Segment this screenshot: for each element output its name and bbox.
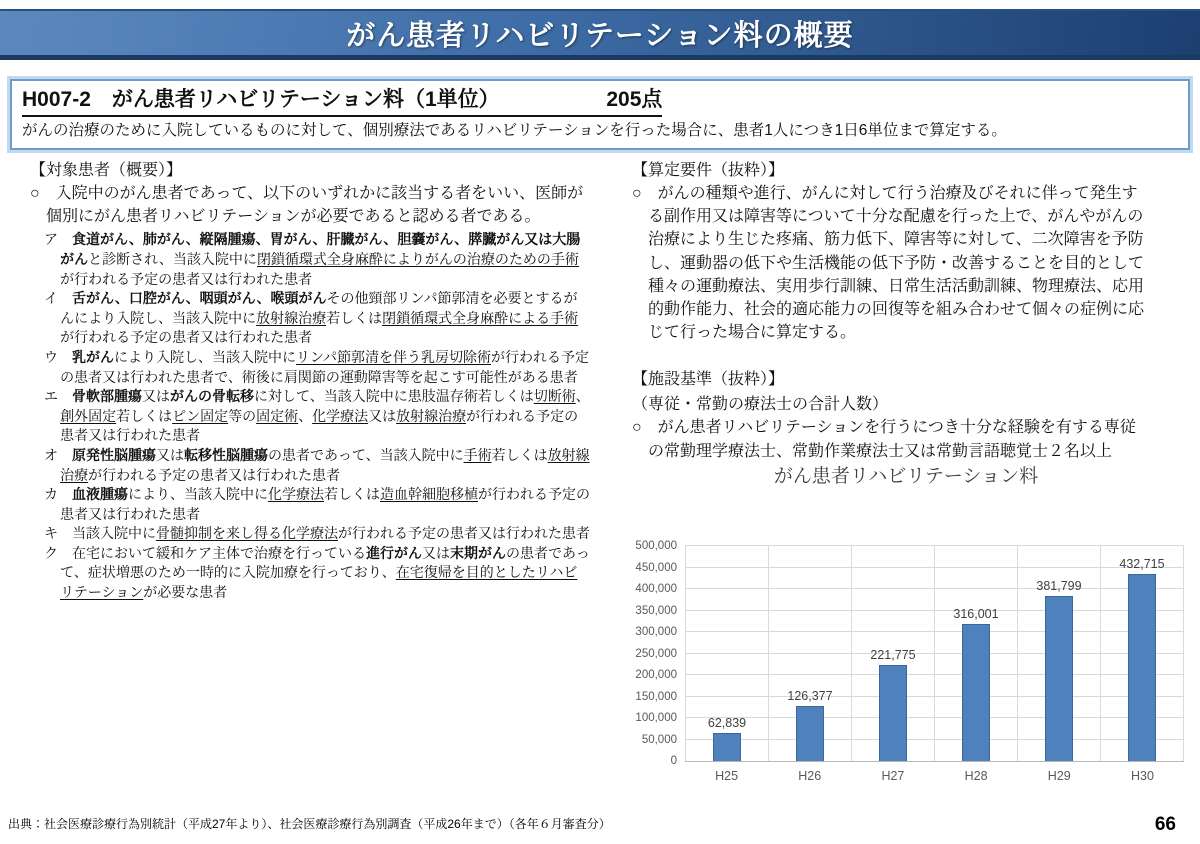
bar-H27 — [879, 665, 907, 761]
plain-text: に対して、当該入院中に患肢温存術若しくは — [254, 388, 534, 405]
plain-text: が行われる予定の患者又は行われた患者 — [60, 329, 313, 346]
x-tick-label: H27 — [881, 769, 905, 783]
bar-slot — [685, 546, 768, 761]
y-tick-label: 500,000 — [635, 540, 677, 552]
source-note: 出典：社会医療診療行為別統計（平成27年より）、社会医療診療行為別調査（平成26年まで）（各年６月審査分） — [8, 817, 611, 831]
plain-text: 又は — [422, 544, 450, 561]
underlined-text: 閉鎖循環式全身麻酔による手術 — [382, 309, 579, 326]
target-patients-section — [30, 157, 590, 603]
plain-text: が行われる予定の患者又は行われた患者 — [88, 466, 341, 483]
x-tick-label: H28 — [964, 769, 988, 783]
y-tick-label: 200,000 — [635, 669, 677, 681]
item-marker: オ — [44, 446, 72, 463]
facility-criteria-subheading: （専従・常勤の療法士の合計人数） — [632, 396, 889, 414]
plain-text: 当該入院中に — [72, 525, 156, 542]
plain-text: 若しくは — [116, 407, 173, 424]
bold-text: 食道がん、肺がん、縦隔腫瘍、胃がん、肝臓がん、胆嚢がん、膵臓がん又は大腸がん — [60, 231, 581, 267]
fee-title-row — [22, 85, 1178, 117]
fee-code-title: H007-2 がん患者リハビリテーション料（1単位） — [22, 88, 500, 111]
plain-text: が必要な患者 — [143, 584, 228, 601]
patient-type-item — [44, 348, 590, 387]
underlined-text: 放射線治療 — [396, 407, 467, 424]
calc-requirements-text: ○ がんの種類や進行、がんに対して行う治療及びそれに伴って発生する副作用又は障害等について十分な配慮を行った上で、がんやがんの治療により生じた疼痛、筋力低下、障害等に対して、二次障害を予防し、運動器の低下や生活機能の低下予防・改善することを目的として種々の運動療法、実用歩行訓練、日常生活活動訓練、物理療法、応用的動作能力、社会的適応能力の回復等を組み合わせて個々の症例に応じて行った場合に算定する。 — [632, 185, 1145, 342]
bar-H28 — [962, 624, 990, 761]
underlined-text: 放射線治療 — [60, 446, 590, 483]
chart-title: がん患者リハビリテーション料 — [773, 466, 1039, 487]
fee-points: 205点 — [606, 88, 663, 111]
banner-title: がん患者リハビリテーション料の概要 — [346, 19, 854, 52]
underlined-text: ピン固定 — [172, 407, 229, 424]
x-axis-row — [628, 762, 1184, 783]
banner — [0, 9, 1200, 60]
x-tick-label: H29 — [1047, 769, 1071, 783]
item-marker: イ — [44, 290, 72, 307]
plain-text: 在宅において緩和ケア主体で治療を行っている — [72, 544, 366, 561]
fee-description: がんの治療のために入院しているものに対して、個別療法であるリハビリテーションを行った場合に、患者1人につき1日6単位まで算定する。 — [22, 122, 1007, 140]
bar-value-label: 126,377 — [787, 688, 833, 703]
facility-criteria-text: ○ がん患者リハビリテーションを行うにつき十分な経験を有する専従の常勤理学療法士、常勤作業療法士又は常勤言語聴覚士２名以上 — [632, 419, 1136, 460]
underlined-text: 化学療法 — [312, 407, 369, 424]
underlined-text: 放射線治療 — [256, 309, 327, 326]
bar-value-label: 381,799 — [1036, 578, 1082, 593]
y-axis — [628, 540, 685, 767]
plain-text: の患者であって、症状増悪のため一時的に入院加療を行っており、 — [60, 544, 590, 581]
item-marker: キ — [44, 525, 72, 542]
underlined-text: 手術 — [463, 446, 492, 463]
patient-type-item — [44, 387, 590, 446]
bold-text: 骨軟部腫瘍 — [72, 388, 142, 405]
fee-header-box — [10, 79, 1190, 150]
bar-H26 — [796, 706, 824, 761]
bar-chart — [628, 464, 1184, 783]
item-marker: ク — [44, 544, 72, 561]
plain-text: 若しくは — [491, 446, 548, 463]
plain-text: により、当該入院中に — [128, 486, 268, 503]
plain-text: が行われる予定の患者又は行われた患者で、術後に肩関節の運動障害等を起こす可能性がある患者 — [60, 348, 590, 385]
y-tick-label: 400,000 — [635, 583, 677, 595]
target-patients-heading: 【対象患者（概要）】 — [30, 162, 183, 179]
bold-text: 原発性脳腫瘍 — [72, 446, 156, 463]
bar-H29 — [1045, 596, 1073, 761]
plain-text: が行われる予定の患者又は行われた患者 — [338, 525, 590, 542]
plain-text: の患者であって、当該入院中に — [268, 446, 464, 463]
plain-text: 又は — [368, 407, 397, 424]
bold-text: 転移性脳腫瘍 — [184, 446, 268, 463]
fee-title-underline — [22, 85, 662, 117]
bar-value-label: 62,839 — [707, 715, 747, 730]
y-tick-label: 150,000 — [635, 690, 677, 703]
y-tick-label: 300,000 — [635, 626, 677, 638]
underlined-text: 造血幹細胞移植 — [380, 486, 478, 503]
plain-text: 、 — [575, 388, 590, 405]
plain-text: が行われる予定の患者又は行われた患者 — [60, 270, 313, 287]
y-tick-label: 0 — [670, 755, 677, 767]
target-patients-intro: ○ 入院中のがん患者であって、以下のいずれかに該当する者をいい、医師が個別にがん患者リハビリテーションが必要であると認める者である。 — [30, 185, 584, 226]
x-tick-label: H26 — [798, 769, 822, 783]
bold-text: 乳がん — [72, 348, 114, 365]
bar-slot — [851, 546, 934, 761]
underlined-text: 固定術 — [256, 407, 299, 424]
patient-type-item — [44, 446, 590, 485]
plain-text: 又は — [142, 388, 170, 405]
plain-text: が行われる予定の患者又は行われた患者 — [60, 407, 579, 444]
y-tick-label: 100,000 — [635, 712, 677, 724]
plain-text: 、 — [298, 407, 313, 424]
item-marker: エ — [44, 388, 72, 405]
x-tick-label: H30 — [1130, 769, 1154, 783]
y-tick-label: 350,000 — [635, 604, 677, 617]
patient-type-item — [44, 289, 590, 348]
bold-text: 進行がん — [366, 544, 422, 561]
patient-type-list — [44, 230, 590, 602]
underlined-text: 骨髄抑制を来し得る化学療法 — [156, 525, 338, 542]
underlined-text: 切断術 — [533, 388, 576, 405]
bar-value-label: 316,001 — [953, 607, 999, 622]
bar-series — [685, 546, 1184, 761]
underlined-text: 創外固定 — [60, 407, 117, 424]
underlined-text: 在宅復帰を目的としたリハビリテーション — [60, 564, 578, 601]
bold-text: 末期がん — [450, 544, 506, 561]
plain-text: 又は — [156, 446, 184, 463]
y-tick-label: 450,000 — [635, 561, 677, 574]
item-marker: ウ — [44, 348, 72, 365]
requirements-section — [632, 157, 1150, 465]
bar-H25 — [713, 733, 741, 761]
patient-type-item — [44, 485, 590, 524]
bar-H30 — [1128, 574, 1156, 761]
bar-slot — [934, 546, 1017, 761]
chart-plot-area — [628, 540, 1184, 767]
x-axis — [685, 762, 1184, 783]
bar-slot — [1100, 546, 1184, 761]
patient-type-item — [44, 230, 590, 289]
patient-type-item — [44, 544, 590, 603]
patient-type-item — [44, 524, 590, 544]
bold-text: 血液腫瘍 — [72, 486, 128, 503]
item-marker: カ — [44, 486, 72, 503]
underlined-text: 閉鎖循環式全身麻酔によりがんの治療のための手術 — [256, 250, 579, 267]
x-tick-label: H25 — [715, 769, 739, 783]
underlined-text: リンパ節郭清を伴う乳房切除術 — [296, 348, 492, 365]
plain-text: その他頸部リンパ節郭清を必要とするがんにより入院し、当該入院中に — [60, 290, 578, 326]
bar-value-label: 221,775 — [870, 647, 916, 662]
y-tick-label: 50,000 — [641, 733, 677, 746]
plain-text: により入院し、当該入院中に — [114, 348, 296, 365]
plain-text: 若しくは — [326, 309, 383, 326]
plain-text: 等の — [228, 407, 257, 424]
bar-value-label: 432,715 — [1119, 556, 1165, 571]
page-number: 66 — [1154, 814, 1176, 835]
bar-slot — [768, 546, 851, 761]
bold-text: 舌がん、口腔がん、咽頭がん、喉頭がん — [72, 290, 327, 307]
plain-text: 若しくは — [324, 486, 380, 503]
plain-text: と診断され、当該入院中に — [88, 250, 257, 267]
plot — [685, 546, 1184, 762]
bold-text: がんの骨転移 — [170, 388, 254, 405]
item-marker: ア — [44, 231, 72, 248]
bar-slot — [1017, 546, 1100, 761]
calc-requirements-heading: 【算定要件（抜粋）】 — [632, 162, 785, 179]
underlined-text: 化学療法 — [268, 486, 324, 503]
facility-criteria-heading: 【施設基準（抜粋）】 — [632, 371, 785, 389]
y-tick-label: 250,000 — [635, 647, 677, 660]
plain-text: が行われる予定の患者又は行われた患者 — [60, 486, 590, 522]
